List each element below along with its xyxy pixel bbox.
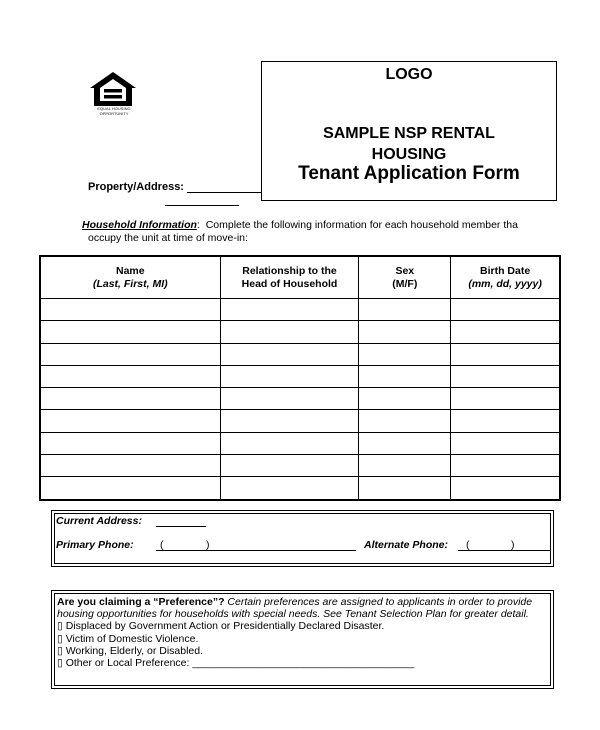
household-members-table (40, 256, 560, 500)
relationship-cell[interactable] (220, 343, 359, 365)
table-row (41, 343, 560, 365)
table-row (41, 477, 560, 499)
alternate-phone-area-close: ) (511, 539, 515, 551)
name-cell[interactable] (41, 410, 221, 432)
birth-date-cell[interactable] (451, 455, 560, 477)
sex-cell[interactable] (359, 388, 451, 410)
logo-placeholder: LOGO (385, 66, 433, 83)
preference-option-domestic-violence[interactable]: ▯ Victim of Domestic Violence. (57, 632, 199, 645)
current-address-label: Current Address: (56, 515, 142, 527)
relationship-cell[interactable] (220, 365, 359, 387)
name-cell[interactable] (41, 455, 221, 477)
relationship-cell[interactable] (220, 477, 359, 499)
alternate-phone-field[interactable] (458, 550, 550, 551)
preference-option-displaced[interactable]: ▯ Displaced by Government Action or Presidentially Declared Disaster. (57, 620, 385, 633)
preference-explanation: Certain preferences are assigned to applicants in order to provide housing opportunities for households with special needs. See Tenant Selection Plan for greater detail. (57, 596, 533, 621)
sex-cell[interactable] (359, 299, 451, 321)
alternate-phone-label: Alternate Phone: (364, 539, 449, 551)
birth-date-cell[interactable] (451, 321, 560, 343)
table-header-row (41, 257, 560, 299)
sex-cell[interactable] (359, 477, 451, 499)
sex-cell[interactable] (359, 343, 451, 365)
table-row (41, 432, 560, 454)
table-row (41, 455, 560, 477)
birth-date-cell[interactable] (451, 477, 560, 499)
sex-cell[interactable] (359, 455, 451, 477)
birth-date-cell[interactable] (451, 410, 560, 432)
birth-date-cell[interactable] (451, 388, 560, 410)
column-header-sex: Sex (M/F) (359, 257, 451, 299)
relationship-cell[interactable] (220, 321, 359, 343)
relationship-cell[interactable] (220, 432, 359, 454)
relationship-cell[interactable] (220, 388, 359, 410)
birth-date-cell[interactable] (451, 432, 560, 454)
name-cell[interactable] (41, 388, 221, 410)
sex-cell[interactable] (359, 432, 451, 454)
document-subtitle: Tenant Application Form (298, 163, 520, 184)
primary-phone-field[interactable] (156, 550, 356, 551)
alternate-phone-area-open: ( (466, 539, 470, 551)
sex-cell[interactable] (359, 410, 451, 432)
sex-cell[interactable] (359, 365, 451, 387)
name-cell[interactable] (41, 365, 221, 387)
table-row (41, 365, 560, 387)
name-cell[interactable] (41, 343, 221, 365)
column-header-birth-date: Birth Date (mm, dd, yyyy) (451, 257, 560, 299)
name-cell[interactable] (41, 321, 221, 343)
relationship-cell[interactable] (220, 299, 359, 321)
table-row (41, 321, 560, 343)
name-cell[interactable] (41, 432, 221, 454)
preference-text (57, 596, 554, 669)
relationship-cell[interactable] (220, 455, 359, 477)
preference-option-working-elderly-disabled[interactable]: ▯ Working, Elderly, or Disabled. (57, 644, 204, 657)
column-header-relationship: Relationship to the Head of Household (220, 257, 359, 299)
table-row (41, 299, 560, 321)
current-address-field[interactable] (156, 526, 206, 527)
logo-caption: EQUAL HOUSING OPPORTUNITY (97, 106, 131, 116)
property-address-field[interactable] (187, 192, 261, 193)
preference-question: Are you claiming a “Preference”? (57, 596, 225, 608)
preference-option-other[interactable]: ▯ Other or Local Preference: ______________________________________ (57, 657, 415, 670)
birth-date-cell[interactable] (451, 299, 560, 321)
birth-date-cell[interactable] (451, 343, 560, 365)
property-address-label: Property/Address: (88, 181, 184, 193)
household-info-text: Household Information: Complete the following information for each household member tha occupy the unit at time of move-in: (82, 219, 518, 244)
primary-phone-area-open: ( (160, 539, 164, 551)
document-title: SAMPLE NSP RENTAL HOUSING (323, 125, 495, 163)
household-info-label: Household Information (82, 219, 197, 231)
relationship-cell[interactable] (220, 410, 359, 432)
column-header-name: Name (Last, First, MI) (41, 257, 221, 299)
title-box (261, 61, 557, 201)
primary-phone-label: Primary Phone: (56, 539, 134, 551)
sex-cell[interactable] (359, 321, 451, 343)
birth-date-cell[interactable] (451, 365, 560, 387)
table-row (41, 410, 560, 432)
property-address-field-line2[interactable] (165, 205, 239, 206)
name-cell[interactable] (41, 477, 221, 499)
name-cell[interactable] (41, 299, 221, 321)
table-row (41, 388, 560, 410)
primary-phone-area-close: ) (206, 539, 210, 551)
